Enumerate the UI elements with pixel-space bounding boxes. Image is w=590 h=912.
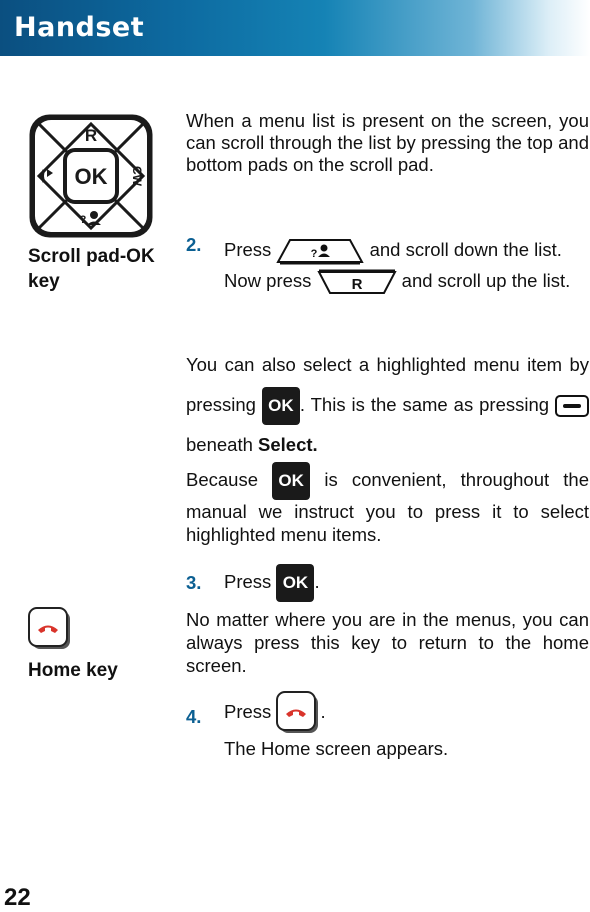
step-number: 2. [186,234,202,255]
home-key-illustration [28,607,72,651]
ok-key-icon: OK [262,387,300,425]
header-banner [0,0,590,56]
scroll-down-key-icon [276,237,364,265]
step-3: 3. Press OK . [186,562,589,602]
home-key-label: Home key [28,660,118,681]
step-4-text: Press [224,701,272,722]
ok-key-icon: OK [276,564,314,602]
step-4-result: The Home screen appears. [224,738,449,759]
r-top-label: R [84,126,98,145]
cw-right-label: CW [130,166,144,186]
because-text-a: Because [186,468,258,490]
step-2-text-c: and scroll up the list. [401,270,571,292]
home-key-icon [28,607,72,651]
step-3-text: Press [224,571,272,592]
svg-text:?: ? [79,214,87,226]
ok-key-icon: OK [272,462,310,500]
section-title: Handset [14,12,145,43]
scroll-pad-label: Scroll pad-OK key [28,246,155,292]
step-2-text [224,234,589,296]
step-2-text-a: Press [224,239,272,260]
step-number: 3. [186,572,202,593]
because-paragraph [186,462,589,546]
select-text-b: . This is the same as pressing [299,394,550,415]
intro-paragraph: When a menu list is present on the screen, you can scroll through the list by pressing the top and bottom pads on the scroll pad. [186,110,589,175]
scroll-up-key-icon [317,269,397,295]
ok-center-label: OK [74,164,108,189]
select-text-c: beneath [186,434,253,456]
step-number: 4. [186,706,202,727]
because-text-b: is convenient, throughout the manual we instruct you to press it to select highlighted menu items. [186,468,590,545]
select-paragraph [186,345,589,465]
page-number: 22 [4,884,31,911]
step-2 [186,234,589,324]
svg-text:?: ? [311,248,318,261]
soft-key-icon [555,395,589,417]
svg-text:R: R [351,276,362,294]
scroll-pad-illustration [28,113,154,239]
step-4: 4. Press . The Home screen appears. [186,690,589,770]
select-bold: Select. [258,434,318,456]
home-paragraph: No matter where you are in the menus, you can always press this key to return to the home screen. [186,609,589,676]
home-key-icon [276,691,320,735]
select-text-a: You can also select a highlighted menu item by pressing [186,354,589,415]
scroll-pad-icon [28,113,154,239]
step-2-text-b: and scroll down the list. Now press [224,239,562,292]
